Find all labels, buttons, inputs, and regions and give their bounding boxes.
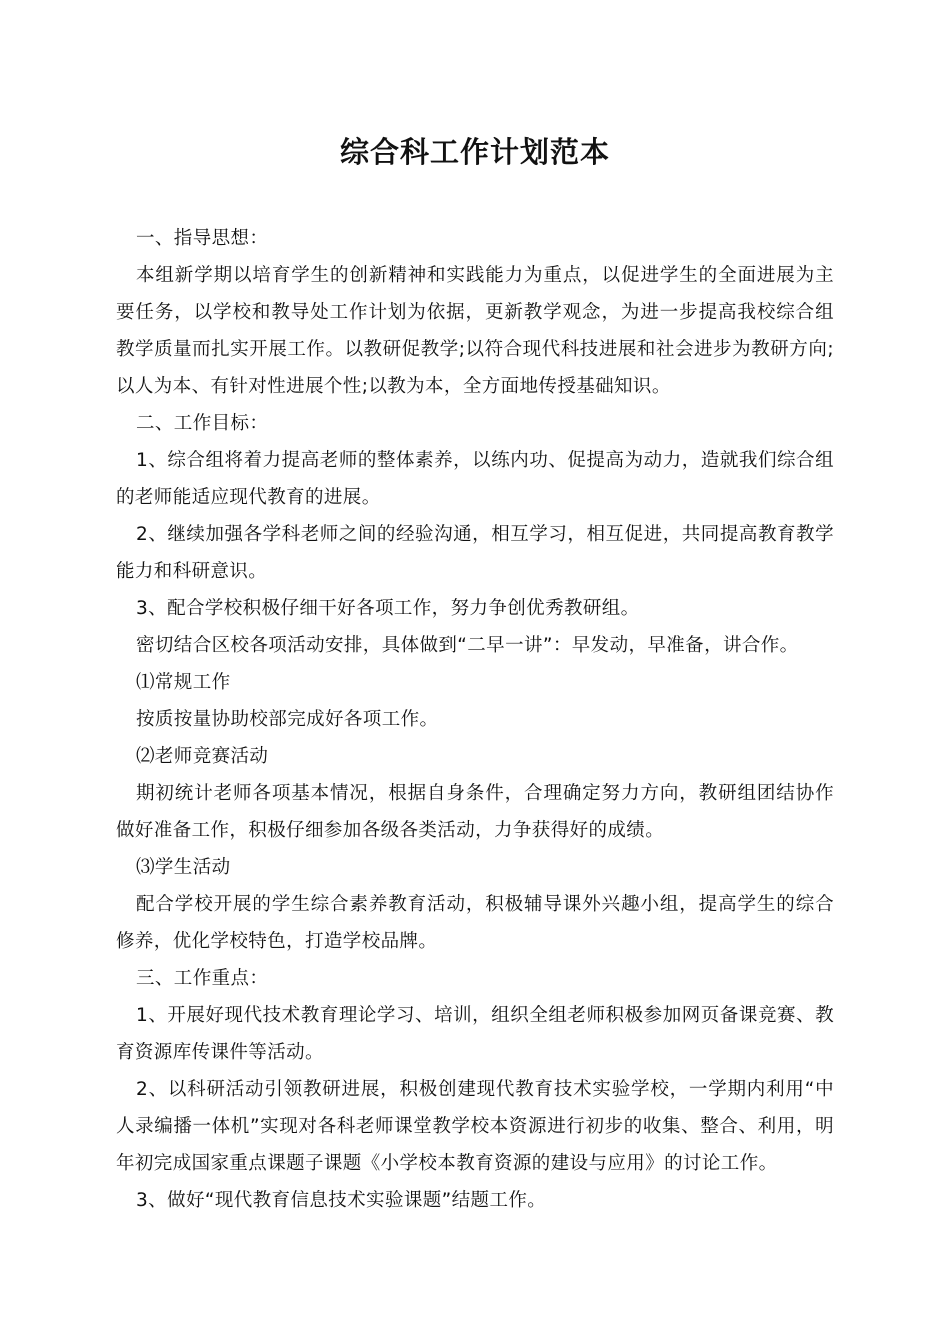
subheading-teacher-competition: ⑵老师竞赛活动 xyxy=(136,746,269,767)
paragraph-focus-2: 2、以科研活动引领教研进展，积极创建现代教育技术实验学校，一学期内利用“中人录编播一体机”实现对各科老师课堂教学校本资源进行初步的收集、整合、利用，明年初完成国家重点课题子课题《小学校本教育资源的建设与应用》的讨论工作。 xyxy=(116,1079,834,1174)
section-heading-work-focus: 三、工作重点： xyxy=(136,968,269,989)
subheading-routine-work: ⑴常规工作 xyxy=(136,672,231,693)
document-title: 综合科工作计划范本 xyxy=(339,135,610,169)
subheading-student-activities: ⑶学生活动 xyxy=(136,857,231,878)
paragraph-focus-3: 3、做好“现代教育信息技术实验课题”结题工作。 xyxy=(136,1190,547,1211)
paragraph-routine-work: 按质按量协助校部完成好各项工作。 xyxy=(136,709,439,730)
paragraph-goal-1: 1、综合组将着力提高老师的整体素养，以练内功、促提高为动力，造就我们综合组的老师能适应现代教育的进展。 xyxy=(116,450,834,508)
paragraph-goal-3: 3、配合学校积极仔细干好各项工作，努力争创优秀教研组。 xyxy=(136,598,640,619)
section-heading-guiding-ideology: 一、指导思想： xyxy=(136,228,269,249)
paragraph-guiding-ideology: 本组新学期以培育学生的创新精神和实践能力为重点，以促进学生的全面进展为主要任务，以学校和教导处工作计划为依据，更新教学观念，为进一步提高我校综合组教学质量而扎实开展工作。以教研促教学;以符合现代科技进展和社会进步为教研方向;以人为本、有针对性进展个性;以教为本，全方面地传授基础知识。 xyxy=(116,265,834,397)
paragraph-goal-2: 2、继续加强各学科老师之间的经验沟通，相互学习，相互促进，共同提高教育教学能力和科研意识。 xyxy=(116,524,834,582)
paragraph-teacher-competition: 期初统计老师各项基本情况，根据自身条件，合理确定努力方向，教研组团结协作做好准备工作，积极仔细参加各级各类活动，力争获得好的成绩。 xyxy=(116,783,834,841)
paragraph-focus-1: 1、开展好现代技术教育理论学习、培训，组织全组老师积极参加网页备课竞赛、教育资源库传课件等活动。 xyxy=(116,1005,834,1063)
paragraph-student-activities: 配合学校开展的学生综合素养教育活动，积极辅导课外兴趣小组，提高学生的综合修养，优化学校特色，打造学校品牌。 xyxy=(116,894,834,952)
section-heading-work-goals: 二、工作目标： xyxy=(136,413,269,434)
paragraph-two-early-one-talk: 密切结合区校各项活动安排，具体做到“二早一讲”：早发动，早准备，讲合作。 xyxy=(136,635,799,656)
document-body xyxy=(116,220,834,1219)
